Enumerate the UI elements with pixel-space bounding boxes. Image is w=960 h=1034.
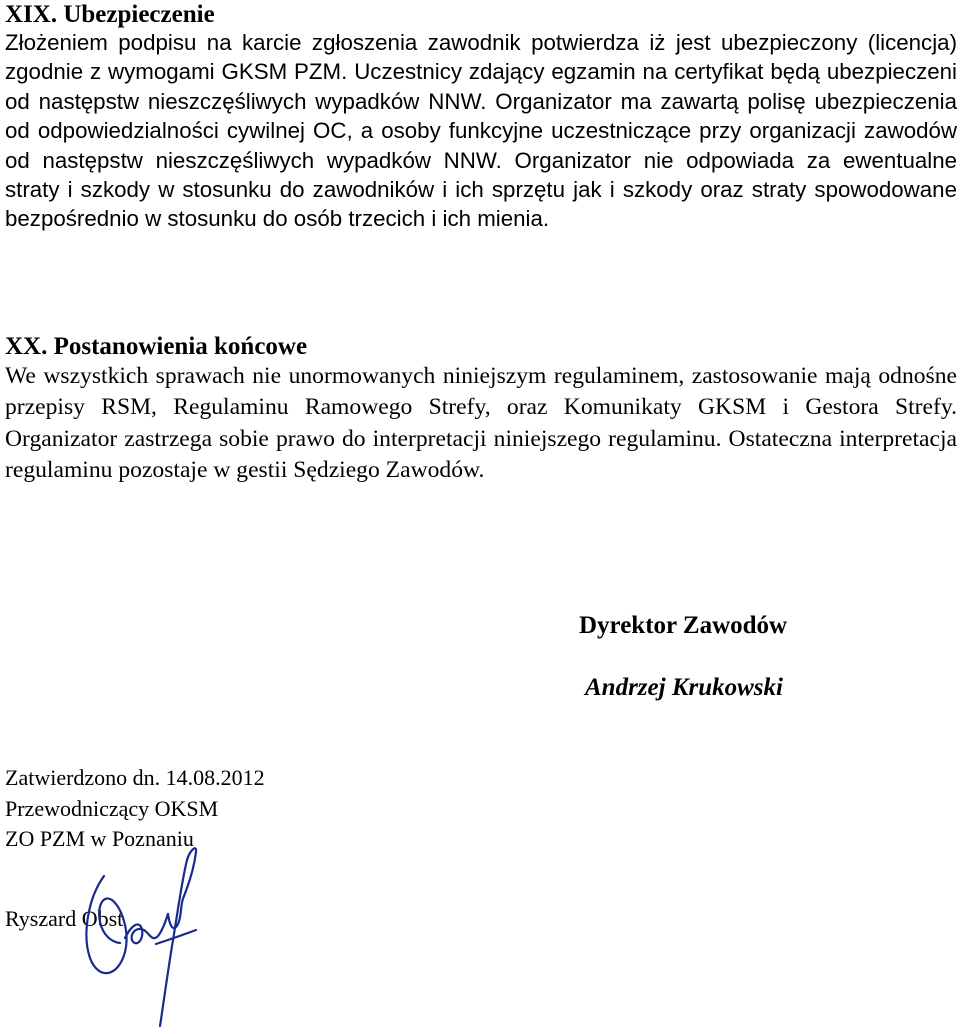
approver-name: Ryszard Obst [5,906,124,931]
director-title: Dyrektor Zawodów [579,612,788,639]
approval-date: Zatwierdzono dn. 14.08.2012 [5,765,265,790]
director-name: Andrzej Krukowski [585,674,783,701]
section-20-heading: XX. Postanowienia końcowe [5,333,308,360]
approval-organization: ZO PZM w Poznaniu [5,826,194,851]
section-20-body: We wszystkich sprawach nie unormowanych niniejszym regulaminem, zastosowanie mają odnośne przepisy RSM, Regulaminu Ramowego Strefy, oraz Komunikaty GKSM i Gestora Strefy. Organizator zastrzega sobie prawo do interpretacji niniejszego regulaminu. Ostateczna interpretacja regulaminu pozostaje w gestii Sędziego Zawodów. [5,363,957,483]
approval-position: Przewodniczący OKSM [5,795,219,821]
section-19-heading: XIX. Ubezpieczenie [5,1,215,28]
signature-icon [70,840,200,1030]
section-19-body: Złożeniem podpisu na karcie zgłoszenia zawodnik potwierdza iż jest ubezpieczony (licencja) zgodnie z wymogami GKSM PZM. Uczestnicy zdający egzamin na certyfikat będą ubezpieczeni od następstw nieszczęśliwych wypadków NNW. Organizator ma zawartą polisę ubezpieczenia od odpowiedzialności cywilnej OC, a osoby funkcyjne uczestniczące przy organizacji zawodów od następstw nieszczęśliwych wypadków NNW. Organizator nie odpowiada za ewentualne straty i szkody w stosunku do zawodników i ich sprzętu jak i szkody oraz straty spowodowane bezpośrednio w stosunku do osób trzecich i ich mienia. [5,30,957,232]
